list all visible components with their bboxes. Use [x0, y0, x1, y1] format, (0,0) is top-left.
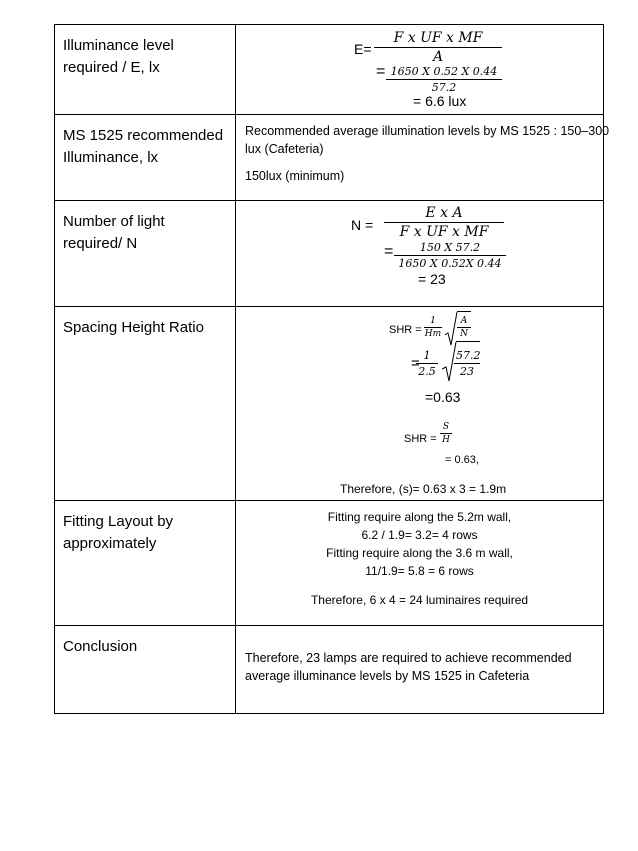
fitting-line: Fitting require along the 5.2m wall,	[327, 510, 512, 524]
shr-spacing-fraction	[440, 422, 452, 445]
substituted-fraction	[394, 241, 506, 270]
spacing-conclusion: Therefore, (s)= 0.63 x 3 = 1.9m	[340, 482, 507, 496]
row-illuminance	[55, 25, 604, 115]
ms1525-content	[236, 115, 610, 201]
formula-numerator: F x UF x MF	[374, 30, 502, 48]
row-label-shr: Spacing Height Ratio	[55, 307, 236, 501]
row-label-fitting-layout: Fitting Layout by approximately	[55, 501, 236, 626]
shr-root-values-denominator: 23	[460, 365, 474, 378]
shr-spacing-result: = 0.63,	[445, 454, 479, 466]
shr-inverse-denominator: Hm	[424, 329, 442, 339]
equals-sign: =	[411, 355, 420, 372]
root-overline	[456, 341, 480, 342]
formula-denominator: A	[432, 49, 444, 65]
shr-lhs: SHR =	[404, 433, 437, 445]
number-formula	[236, 201, 604, 307]
conclusion-text: Therefore, 23 lamps are required to achieve recommended average illuminance levels by MS 1525 in Cafeteria	[245, 651, 572, 683]
shr-values-numerator: 1	[416, 349, 438, 364]
substituted-denominator: 1650 X 0.52X 0.44	[398, 257, 502, 270]
equals-sign: =	[384, 243, 394, 260]
fitting-line: Fitting require along the 3.6 m wall,	[326, 546, 513, 560]
formula-numerator: E x A	[384, 205, 504, 223]
fitting-conclusion: Therefore, 6 x 4 = 24 luminaires required	[310, 593, 529, 607]
shr-lhs: SHR =	[389, 324, 422, 336]
conclusion-content	[236, 626, 604, 714]
shr-inverse-fraction	[424, 316, 442, 339]
substituted-denominator: 57.2	[431, 81, 457, 94]
shr-inverse-numerator: 1	[424, 316, 442, 328]
row-spacing-height-ratio	[55, 307, 604, 501]
shr-root-fraction-values	[454, 349, 480, 378]
substituted-numerator: 1650 X 0.52 X 0.44	[386, 65, 502, 80]
shr-root-denominator: N	[460, 329, 468, 339]
substituted-numerator: 150 X 57.2	[394, 241, 506, 256]
formula-denominator: F x UF x MF	[399, 224, 489, 240]
row-conclusion	[55, 626, 604, 714]
root-overline	[457, 311, 471, 312]
row-ms1525	[55, 115, 604, 201]
shr-inverse-fraction-values	[416, 349, 438, 378]
shr-root-values-numerator: 57.2	[456, 349, 481, 362]
equation-lhs: E=	[354, 41, 372, 57]
number-result: = 23	[418, 271, 446, 287]
substituted-fraction	[386, 65, 502, 94]
shr-root-numerator: A	[457, 316, 471, 328]
fitting-line: 6.2 / 1.9= 3.2= 4 rows	[361, 528, 478, 542]
shr-content	[236, 307, 604, 501]
equals-sign: =	[376, 63, 386, 80]
row-label-number-of-lights: Number of light required/ N	[55, 201, 236, 307]
shr-spacing-denominator: H	[442, 435, 450, 445]
fitting-line: 11/1.9= 5.8 = 6 rows	[365, 564, 474, 578]
illuminance-formula	[236, 25, 604, 115]
ms1525-minimum: 150lux (minimum)	[245, 169, 345, 183]
shr-root-fraction	[457, 316, 471, 339]
row-label-conclusion: Conclusion	[55, 626, 236, 714]
shr-spacing-numerator: S	[440, 422, 452, 434]
fitting-lines	[236, 508, 603, 580]
calculation-table	[54, 24, 610, 714]
shr-values-denominator: 2.5	[418, 365, 436, 378]
formula-fraction	[374, 30, 502, 65]
shr-result: =0.63	[425, 389, 461, 405]
row-label-ms1525: MS 1525 recommended Illuminance, lx	[55, 115, 236, 201]
row-fitting-layout	[55, 501, 604, 626]
fitting-layout-content	[236, 501, 604, 626]
formula-fraction	[384, 205, 504, 240]
row-number-of-lights	[55, 201, 604, 307]
row-label-illuminance: Illuminance level required / E, lx	[55, 25, 236, 115]
illuminance-result: = 6.6 lux	[413, 93, 467, 109]
ms1525-recommendation: Recommended average illumination levels by MS 1525 : 150–300 lux (Cafeteria)	[245, 124, 610, 156]
equation-lhs: N =	[351, 217, 374, 233]
